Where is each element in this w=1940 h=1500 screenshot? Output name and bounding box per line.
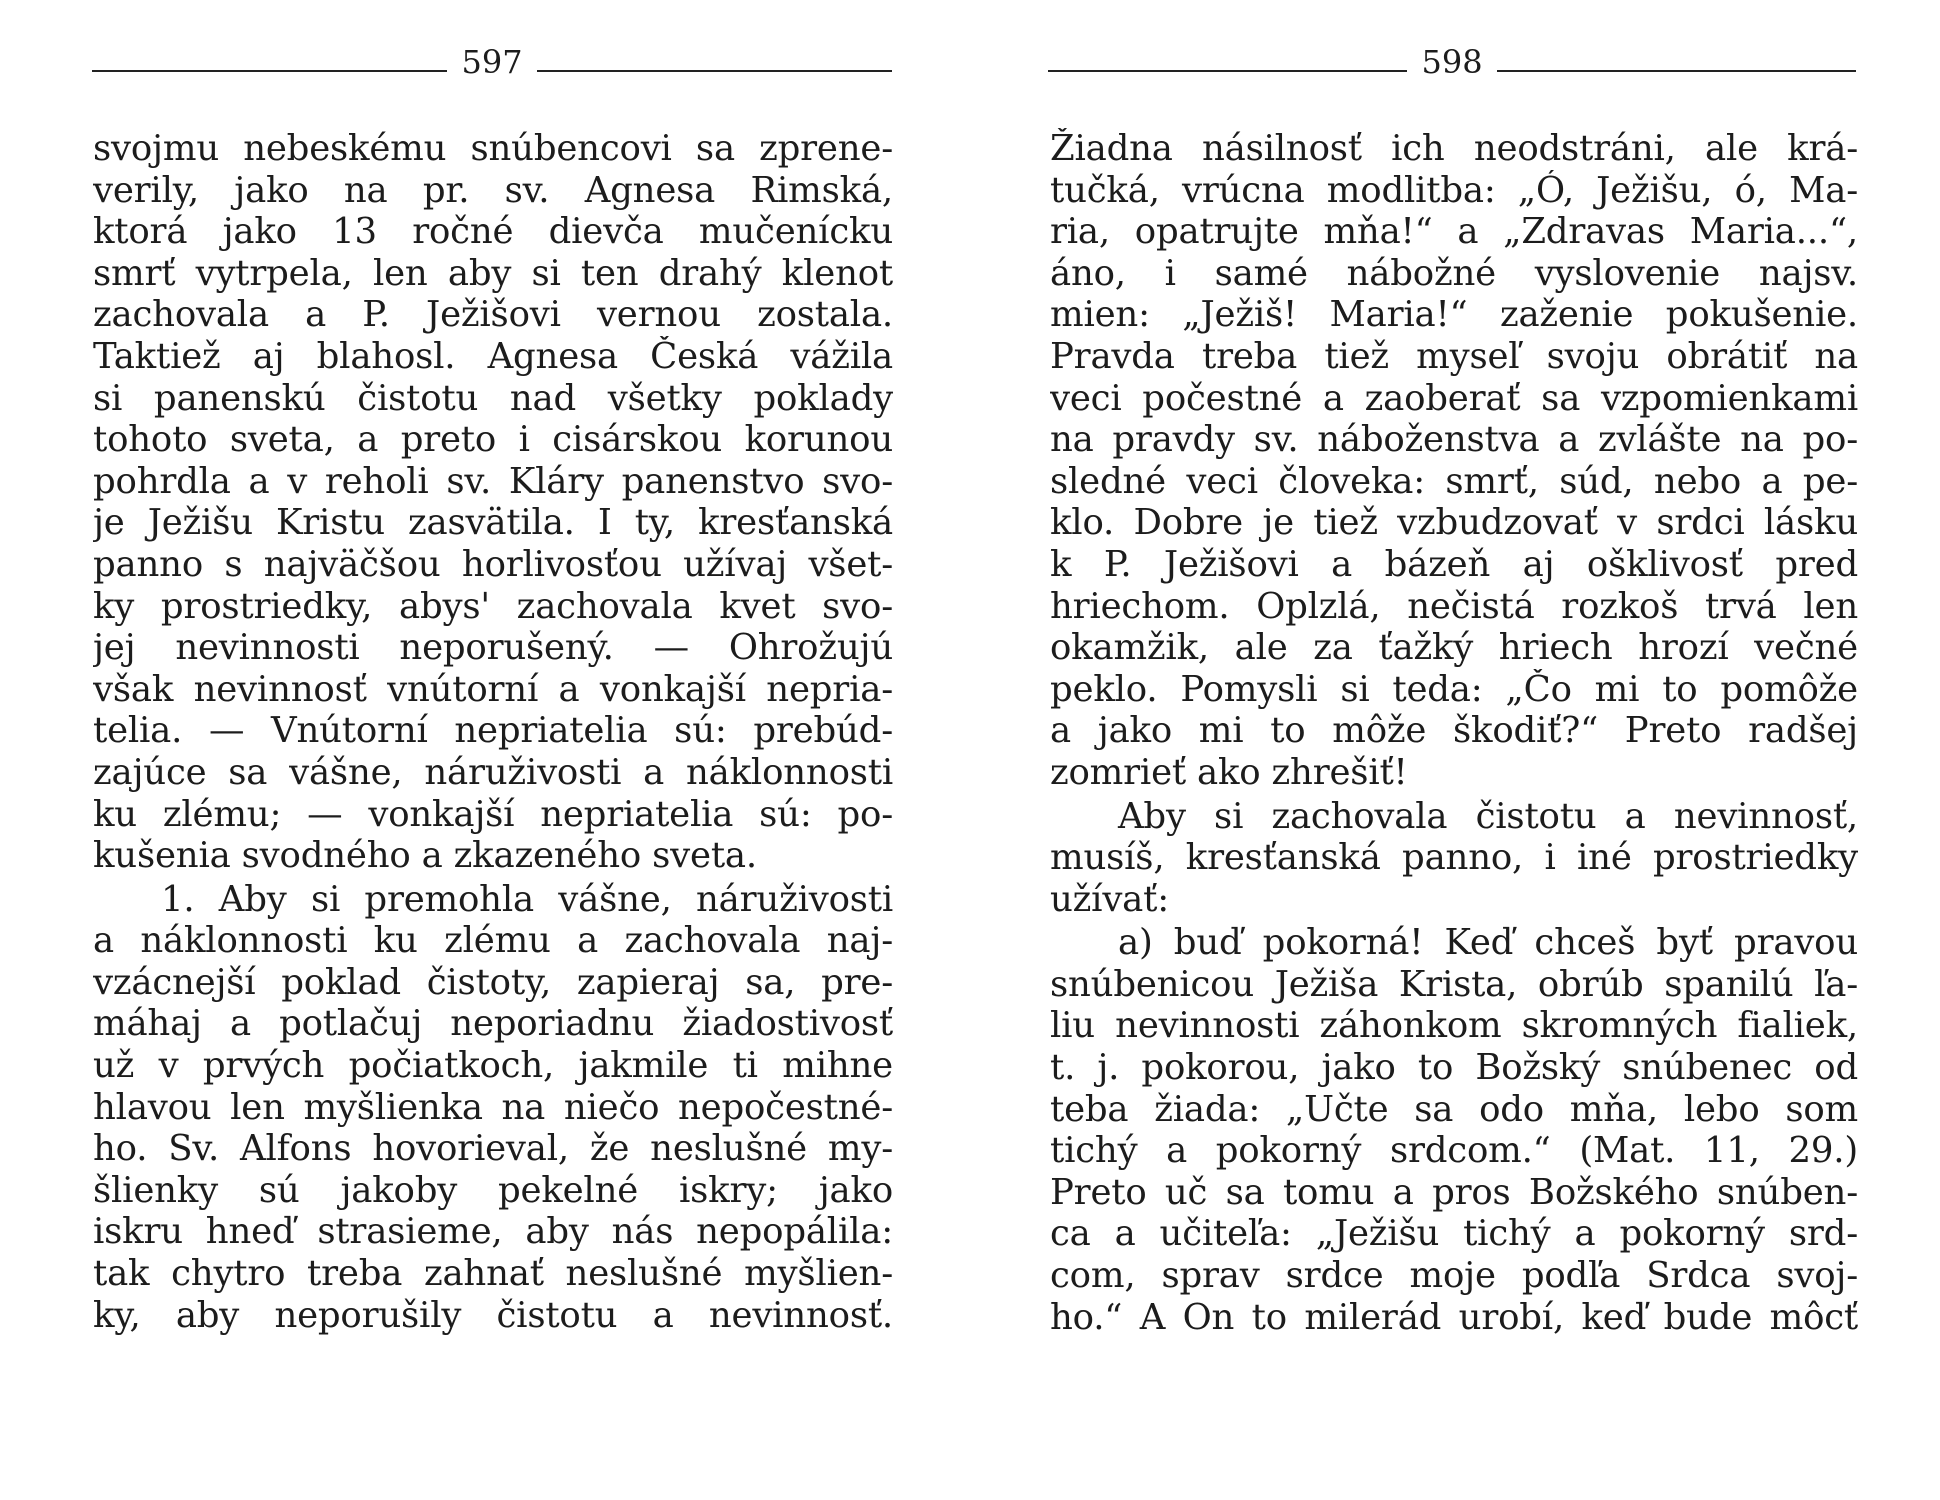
text-line: je Ježišu Kristu zasvätila. I ty, kresťanská [93, 502, 893, 544]
text-line: hlavou len myšlienka na niečo nepočestné- [93, 1086, 893, 1128]
text-line: zachovala a P. Ježišovi vernou zostala. [93, 294, 893, 336]
text-line: okamžik, ale za ťažký hriech hrozí večné [1050, 627, 1858, 669]
text-line: tichý a pokorný srdcom.“ (Mat. 11, 29.) [1050, 1130, 1858, 1172]
text-line: smrť vytrpela, len aby si ten drahý klenot [93, 252, 893, 294]
header-rule-left [92, 70, 447, 72]
text-line: šlienky sú jakoby pekelné iskry; jako [93, 1169, 893, 1211]
right-page-header [1048, 40, 1856, 84]
left-page-text [93, 128, 893, 1336]
header-rule-right [537, 70, 892, 72]
text-line: panno s najväčšou horlivosťou užívaj všet- [93, 543, 893, 585]
text-line: ku zlému; — vonkajší nepriatelia sú: po- [93, 793, 893, 835]
text-line: užívať: [1050, 878, 1169, 920]
text-line: peklo. Pomysli si teda: „Čo mi to pomôže [1050, 668, 1858, 710]
text-line: Pravda treba tiež myseľ svoju obrátiť na [1050, 335, 1858, 377]
text-line: teba žiada: „Učte sa odo mňa, lebo som [1050, 1088, 1858, 1130]
text-line: jej nevinnosti neporušený. — Ohrožujú [93, 627, 893, 669]
paragraph-first-line: Aby si zachovala čistotu a nevinnosť, [1118, 795, 1858, 837]
text-line: svojmu nebeskému snúbencovi sa zprene- [93, 128, 893, 169]
right-page-number: 598 [1421, 43, 1483, 81]
text-line: zomrieť ako zhrešiť! [1050, 751, 1408, 793]
text-line: pohrdla a v reholi sv. Kláry panenstvo svo- [93, 460, 893, 502]
text-line: hriechom. Oplzlá, nečistá rozkoš trvá len [1050, 585, 1858, 627]
text-line: Taktiež aj blahosl. Agnesa Česká vážila [93, 335, 893, 377]
text-line: tohoto sveta, a preto i cisárskou korunou [93, 419, 893, 461]
text-line: však nevinnosť vnútorní a vonkajší nepria- [93, 668, 893, 710]
text-line: verily, jako na pr. sv. Agnesa Rimská, [93, 169, 893, 211]
text-line: telia. — Vnútorní nepriatelia sú: prebúd- [93, 710, 893, 752]
left-page-number: 597 [461, 43, 523, 81]
text-line: t. j. pokorou, jako to Božský snúbenec od [1050, 1047, 1858, 1089]
text-line: Žiadna násilnosť ich neodstráni, ale krá- [1050, 128, 1858, 169]
text-line: sledné veci človeka: smrť, súd, nebo a pe- [1050, 460, 1858, 502]
text-line: a jako mi to môže škodiť?“ Preto radšej [1050, 710, 1858, 752]
text-line: zajúce sa vášne, náruživosti a náklonnosti [93, 751, 893, 793]
paragraph-first-line: 1. Aby si premohla vášne, náruživosti [161, 878, 893, 920]
text-line: ktorá jako 13 ročné dievča mučenícku [93, 211, 893, 253]
right-page-text [1050, 128, 1858, 1338]
text-line: iskru hneď strasieme, aby nás nepopálila: [93, 1211, 893, 1253]
text-line: klo. Dobre je tiež vzbudzovať v srdci lásku [1050, 502, 1858, 544]
text-line: ky prostriedky, abys' zachovala kvet svo- [93, 585, 893, 627]
text-line: tak chytro treba zahnať neslušné myšlien- [93, 1253, 893, 1295]
text-line: máhaj a potlačuj neporiadnu žiadostivosť [93, 1003, 893, 1045]
text-line: už v prvých počiatkoch, jakmile ti mihne [93, 1045, 893, 1087]
text-line: musíš, kresťanská panno, i iné prostriedky [1050, 837, 1858, 879]
text-line: a náklonnosti ku zlému a zachovala naj- [93, 920, 893, 962]
text-line: veci počestné a zaoberať sa vzpomienkami [1050, 377, 1858, 419]
text-line: Preto uč sa tomu a pros Božského snúben- [1050, 1171, 1858, 1213]
text-line: si panenskú čistotu nad všetky poklady [93, 377, 893, 419]
text-line: liu nevinnosti záhonkom skromných fialiek, [1050, 1005, 1858, 1047]
text-line: com, sprav srdce moje podľa Srdca svoj- [1050, 1255, 1858, 1297]
left-page-header [92, 40, 892, 84]
right-page [970, 0, 1940, 1500]
text-line: ca a učiteľa: „Ježišu tichý a pokorný srd- [1050, 1213, 1858, 1255]
text-line: na pravdy sv. náboženstva a zvlášte na po- [1050, 419, 1858, 461]
text-line: áno, i samé nábožné vyslovenie najsv. [1050, 252, 1858, 294]
text-line: kušenia svodného a zkazeného sveta. [93, 835, 757, 877]
header-rule-right [1497, 70, 1856, 72]
text-line: mien: „Ježiš! Maria!“ zaženie pokušenie. [1050, 294, 1858, 336]
text-line: tučká, vrúcna modlitba: „Ó, Ježišu, ó, Ma- [1050, 169, 1858, 211]
header-rule-left [1048, 70, 1407, 72]
text-line: ria, opatrujte mňa!“ a „Zdravas Maria...“, [1050, 211, 1858, 253]
text-line: vzácnejší poklad čistoty, zapieraj sa, pre- [93, 961, 893, 1003]
text-line: ho. Sv. Alfons hovorieval, že neslušné my- [93, 1128, 893, 1170]
text-line: k P. Ježišovi a bázeň aj ošklivosť pred [1050, 543, 1858, 585]
text-line: ho.“ A On to milerád urobí, keď bude môcť [1050, 1296, 1858, 1338]
text-line: snúbenicou Ježiša Krista, obrúb spanilú ľa- [1050, 963, 1858, 1005]
paragraph-first-line: a) buď pokorná! Keď chceš byť pravou [1118, 922, 1858, 964]
text-line: ky, aby neporušily čistotu a nevinnosť. [93, 1294, 893, 1336]
